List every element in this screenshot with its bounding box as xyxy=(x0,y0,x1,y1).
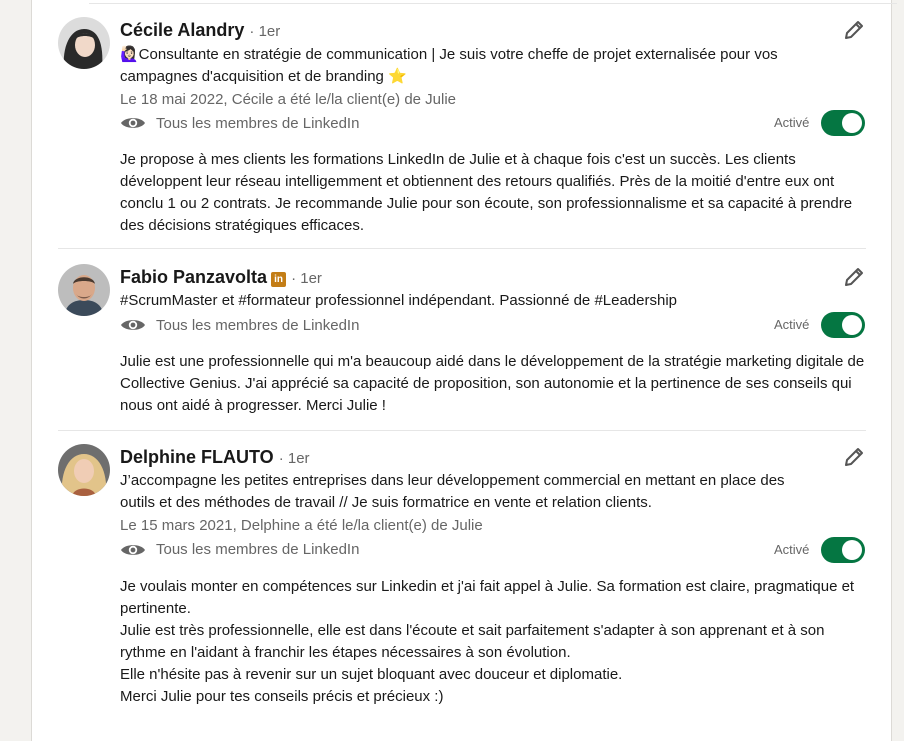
recommendation-item xyxy=(58,431,866,741)
pencil-icon[interactable] xyxy=(842,18,866,42)
recommendation-text xyxy=(120,149,868,237)
member-name[interactable]: Cécile Alandry xyxy=(120,20,245,40)
eye-icon xyxy=(120,115,146,131)
member-name-line xyxy=(120,18,280,44)
recommendation-paragraph: Elle n'hésite pas à revenir sur un sujet bloquant avec douceur et diplomatie. xyxy=(120,666,623,683)
status-label: Activé xyxy=(774,542,810,557)
recommendations-card xyxy=(31,0,892,741)
connection-degree: · 1er xyxy=(291,270,322,287)
toggle-knob xyxy=(842,315,862,335)
eye-icon xyxy=(120,542,146,558)
recommendation-text xyxy=(120,351,868,417)
member-name-line xyxy=(120,265,322,291)
status-label: Activé xyxy=(774,317,810,332)
visibility-toggle[interactable] xyxy=(821,110,865,136)
member-headline: #ScrumMaster et #formateur professionnel indépendant. Passionné de #Leadership xyxy=(120,292,678,309)
pencil-icon[interactable] xyxy=(842,445,866,469)
member-headline: J’accompagne les petites entreprises dans leur développement commercial en mettant en place des outils et des méthodes de travail // Je suis formatrice en vente et relation clients. xyxy=(120,472,785,511)
relationship-text: Le 18 mai 2022, Cécile a été le/la client(e) de Julie xyxy=(120,91,457,108)
recommendation-paragraph: Merci Julie pour tes conseils précis et précieux :) xyxy=(120,688,444,705)
recommendation-item xyxy=(58,249,866,430)
connection-degree: · 1er xyxy=(278,450,310,467)
recommendation-paragraph: Julie est très professionnelle, elle est dans l'écoute et sait parfaitement s'adapter à son apprenant et à son rythme en l'aidant à franchir les étapes nécessaires à son évolution. xyxy=(120,622,825,661)
status-label: Activé xyxy=(774,115,810,130)
recommendation-paragraph: Je voulais monter en compétences sur Linkedin et j'ai fait appel à Julie. Sa formation est claire, pragmatique et pertinente. xyxy=(120,578,855,617)
relationship-text: Le 15 mars 2021, Delphine a été le/la client(e) de Julie xyxy=(120,517,483,534)
visibility-toggle[interactable] xyxy=(821,537,865,563)
toggle-knob xyxy=(842,113,862,133)
member-headline: 🙋🏻‍♀️Consultante en stratégie de communication | Je suis votre cheffe de projet externalisée pour vos campagnes d'acquisition et de branding ⭐ xyxy=(120,46,778,85)
visibility-label: Tous les membres de LinkedIn xyxy=(156,115,360,132)
member-name[interactable]: Fabio Panzavolta xyxy=(120,267,268,287)
member-name[interactable]: Delphine FLAUTO xyxy=(120,447,274,467)
recommendation-item xyxy=(58,0,866,248)
recommendation-text xyxy=(120,576,868,708)
connection-degree: · 1er xyxy=(249,23,281,40)
eye-icon xyxy=(120,317,146,333)
recommendation-paragraph: Je propose à mes clients les formations LinkedIn de Julie et à chaque fois c'est un succès. Les clients développent leur réseau intelligemment et obtiennent des retours qualifiés. Près de la moitié d'entre eux ont conclu 1 ou 2 contrats. Je recommande Julie pour son écoute, son professionnalisme et sa capacité à prendre des décisions stratégiques efficaces. xyxy=(120,151,853,234)
member-name-line xyxy=(120,445,310,471)
avatar[interactable] xyxy=(58,444,110,496)
avatar[interactable] xyxy=(58,264,110,316)
linkedin-premium-icon: in xyxy=(271,272,286,287)
avatar[interactable] xyxy=(58,17,110,69)
visibility-label: Tous les membres de LinkedIn xyxy=(156,541,360,558)
visibility-toggle[interactable] xyxy=(821,312,865,338)
visibility-label: Tous les membres de LinkedIn xyxy=(156,317,360,334)
toggle-knob xyxy=(842,540,862,560)
recommendation-paragraph: Julie est une professionnelle qui m'a beaucoup aidé dans le développement de la stratégie marketing digitale de Collective Genius. J'ai apprécié sa capacité de proposition, son autonomie et la pertinence de ses conseils qui nous ont aidé à progresser. Merci Julie ! xyxy=(120,353,865,414)
pencil-icon[interactable] xyxy=(842,265,866,289)
